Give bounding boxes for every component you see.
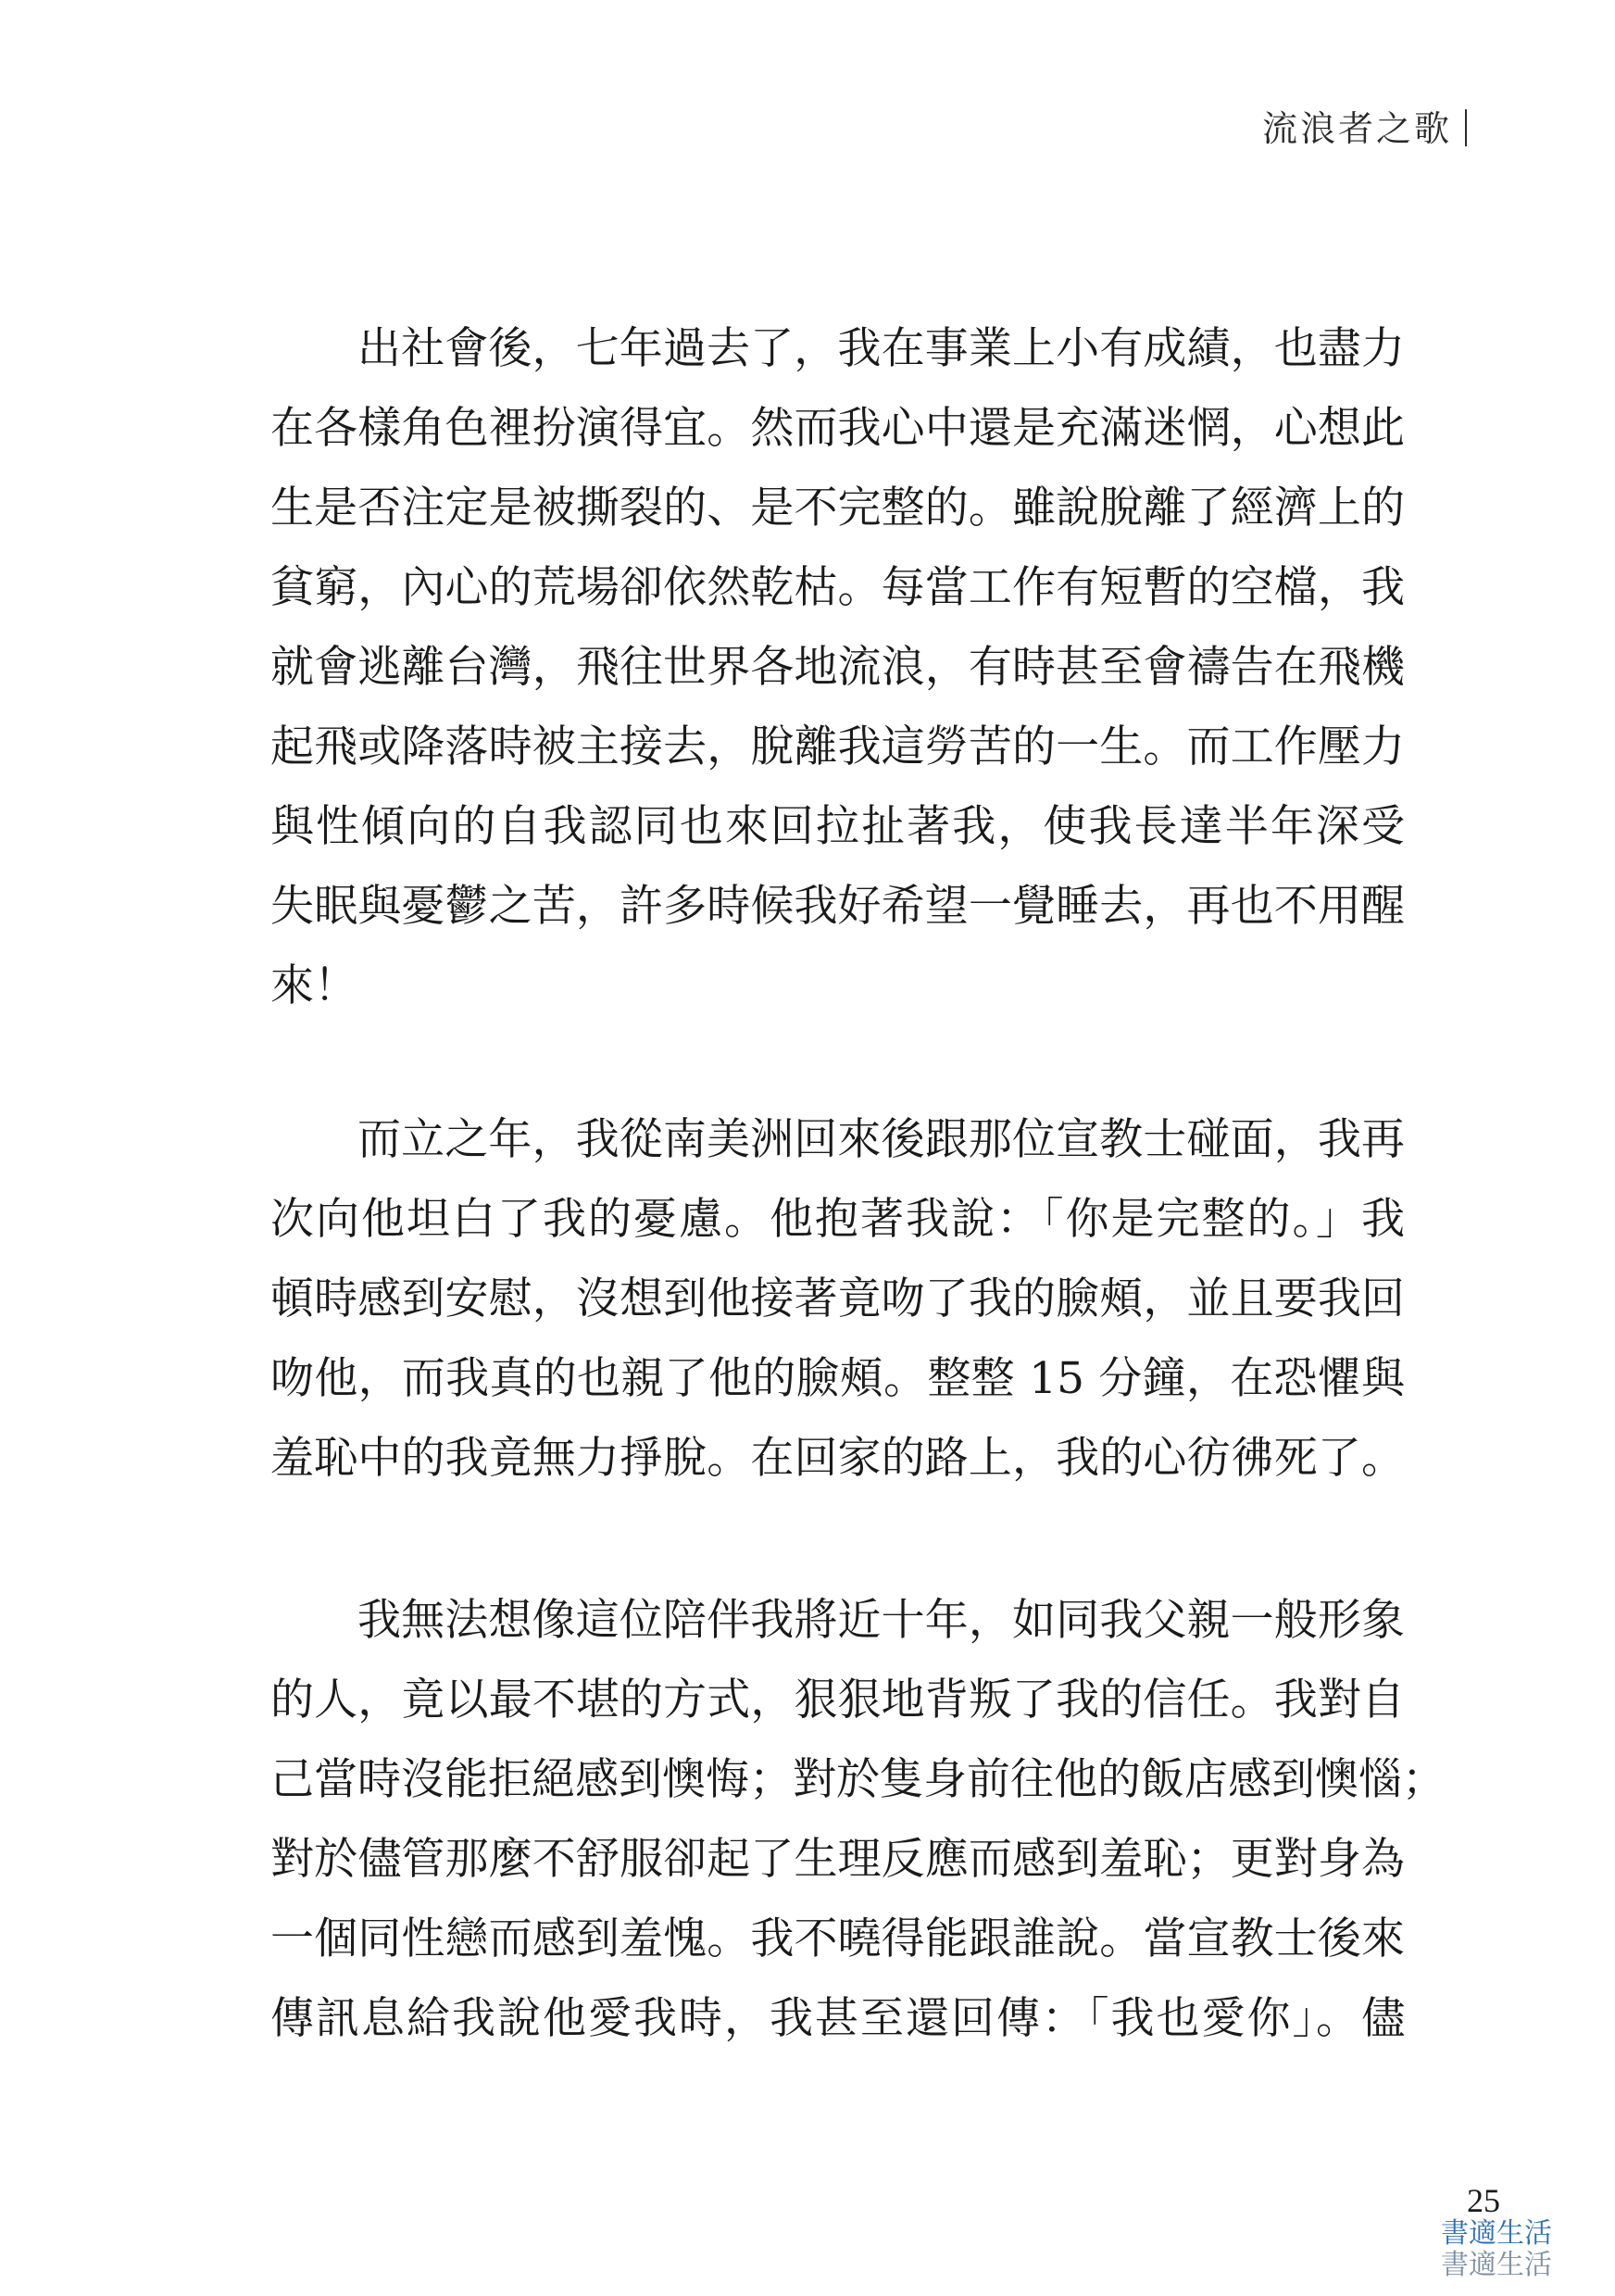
watermark-primary: 書適生活 xyxy=(1441,2217,1552,2250)
paragraph-line: 頓時感到安慰，沒想到他接著竟吻了我的臉頰，並且要我回 xyxy=(270,1273,1405,1324)
paragraph-line: 傳訊息給我說他愛我時，我甚至還回傳：「我也愛你」。儘 xyxy=(270,1993,1405,2044)
paragraph-2 xyxy=(270,1100,1405,1499)
paragraph-line: 失眠與憂鬱之苦，許多時候我好希望一覺睡去，再也不用醒 xyxy=(270,881,1405,932)
paragraph-line: 與性傾向的自我認同也來回拉扯著我，使我長達半年深受 xyxy=(270,801,1405,852)
publisher-watermark xyxy=(1441,2218,1552,2281)
paragraph-line: 在各樣角色裡扮演得宜。然而我心中還是充滿迷惘，心想此 xyxy=(270,403,1405,454)
paragraph-line: 起飛或降落時被主接去，脫離我這勞苦的一生。而工作壓力 xyxy=(270,721,1405,772)
paragraph-3 xyxy=(270,1581,1446,2059)
paragraph-line: 次向他坦白了我的憂慮。他抱著我說：「你是完整的。」我 xyxy=(270,1194,1405,1245)
book-title: 流浪者之歌 xyxy=(1261,108,1452,149)
paragraph-line: 己當時沒能拒絕感到懊悔；對於隻身前往他的飯店感到懊惱； xyxy=(270,1754,1446,1805)
paragraph-1 xyxy=(270,309,1405,1026)
paragraph-line: 貧窮，內心的荒場卻依然乾枯。每當工作有短暫的空檔，我 xyxy=(270,562,1405,613)
header-divider xyxy=(1465,109,1467,146)
paragraph-line: 的人，竟以最不堪的方式，狠狠地背叛了我的信任。我對自 xyxy=(270,1675,1405,1725)
running-head xyxy=(1262,100,1467,151)
paragraph-line: 就會逃離台灣，飛往世界各地流浪，有時甚至會禱告在飛機 xyxy=(270,642,1405,693)
paragraph-line: 羞恥中的我竟無力掙脫。在回家的路上，我的心彷彿死了。 xyxy=(270,1433,1405,1484)
paragraph-line: 吻他，而我真的也親了他的臉頰。整整 15 分鐘，在恐懼與 xyxy=(270,1353,1405,1404)
paragraph-line: 而立之年，我從南美洲回來後跟那位宣教士碰面，我再 xyxy=(357,1114,1405,1165)
paragraph-line: 生是否注定是被撕裂的、是不完整的。雖說脫離了經濟上的 xyxy=(270,483,1405,533)
page-number: 25 xyxy=(1467,2182,1500,2219)
paragraph-line: 一個同性戀而感到羞愧。我不曉得能跟誰說。當宣教士後來 xyxy=(270,1913,1405,1964)
paragraph-line: 出社會後，七年過去了，我在事業上小有成績，也盡力 xyxy=(357,323,1405,374)
watermark-secondary: 書適生活 xyxy=(1441,2249,1552,2281)
paragraph-line: 對於儘管那麼不舒服卻起了生理反應而感到羞恥；更對身為 xyxy=(270,1834,1405,1885)
paragraph-line: 我無法想像這位陪伴我將近十年，如同我父親一般形象 xyxy=(357,1595,1405,1646)
paragraph-line: 來！ xyxy=(270,960,357,1011)
